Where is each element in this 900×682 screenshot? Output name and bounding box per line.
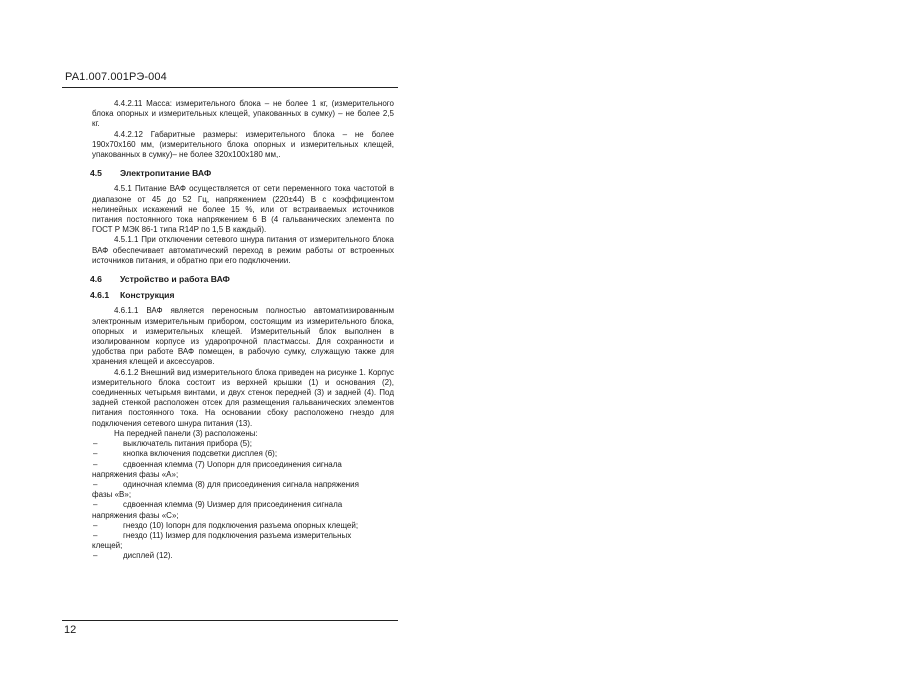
list-dash: – — [93, 479, 98, 489]
page-number: 12 — [64, 624, 77, 636]
paragraph-4-4-2-12: 4.4.2.12 Габаритные размеры: измерительного блока – не более 190х70х160 мм, (измерительного блока опорных и измерительных клещей, упакованных в сумку)– не более 320х100х180 мм,. — [92, 129, 394, 160]
page-body — [92, 99, 394, 562]
list-continuation: фазы «В»; — [92, 490, 132, 500]
heading-number: 4.5 — [90, 168, 102, 179]
list-item — [92, 531, 394, 541]
list-dash: – — [93, 520, 98, 530]
list-item — [92, 449, 394, 459]
list-dash: – — [93, 459, 98, 469]
list-text: гнездо (11) Iизмер для подключения разъема измерительных — [123, 530, 352, 540]
paragraph-4-6-1-2: 4.6.1.2 Внешний вид измерительного блока приведен на рисунке 1. Корпус измерительного блока состоит из верхней крышки (1) и основания (2), соединенных четырьмя винтами, и двух стенок передней (3) и задней (4). Под задней стенкой расположен отсек для размещения гальванических элементов питания постоянного тока. На основании сбоку расположено гнездо для подключения сетевого шнура питания (13). — [92, 367, 394, 428]
list-intro: На передней панели (3) расположены: — [114, 428, 258, 438]
heading-number: 4.6.1 — [90, 290, 110, 301]
document-code: РА1.007.001РЭ-004 — [65, 71, 167, 83]
list-continuation: клещей; — [92, 541, 123, 551]
list-item — [92, 521, 394, 531]
heading-4-6-1 — [92, 290, 394, 300]
list-continuation: напряжения фазы «С»; — [92, 510, 179, 520]
list-dash: – — [93, 530, 98, 540]
heading-title: Электропитание ВАФ — [120, 168, 212, 179]
heading-number: 4.6 — [90, 274, 102, 285]
paragraph-4-4-2-11: 4.4.2.11 Масса: измерительного блока – не более 1 кг, (измерительного блока опорных и измерительных клещей, упакованных в сумку) – не более 2,5 кг. — [92, 99, 394, 129]
heading-4-5 — [92, 168, 394, 178]
list-text: кнопка включения подсветки дисплея (6); — [123, 449, 278, 459]
paragraph-4-5-1-1: 4.5.1.1 При отключении сетевого шнура питания от измерительного блока ВАФ обеспечивает автоматический переход в режим работы от встроенных источников питания, и обратно при его подключении. — [92, 235, 394, 265]
heading-title: Устройство и работа ВАФ — [120, 274, 230, 285]
list-item — [92, 460, 394, 470]
heading-title: Конструкция — [120, 290, 175, 301]
list-item — [92, 500, 394, 510]
footer-rule — [62, 620, 398, 621]
list-item — [92, 480, 394, 490]
list-dash: – — [93, 551, 98, 561]
list-text: сдвоенная клемма (7) Uопорн для присоединения сигнала — [123, 459, 342, 469]
list-item — [92, 551, 394, 561]
list-dash: – — [93, 500, 98, 510]
header-rule — [62, 87, 398, 88]
list-text: сдвоенная клемма (9) Uизмер для присоединения сигнала — [123, 500, 343, 510]
list-text: выключатель питания прибора (5); — [123, 439, 253, 449]
list-text: дисплей (12). — [123, 551, 173, 561]
list-dash: – — [93, 449, 98, 459]
list-item — [92, 439, 394, 449]
list-text: гнездо (10) Iопорн для подключения разъема опорных клещей; — [123, 520, 359, 530]
list-text: одиночная клемма (8) для присоединения сигнала напряжения — [123, 479, 359, 489]
paragraph-4-5-1: 4.5.1 Питание ВАФ осуществляется от сети переменного тока частотой в диапазоне от 45 до 52 Гц, напряжением (220±44) В с коэффициентом нелинейных искажений не более 15 %, или от встраиваемых источников питания постоянного тока напряжением 6 В (4 гальванических элемента по ГОСТ Р МЭК 86-1 типа R14P по 1,5 В каждый). — [92, 184, 394, 235]
heading-4-6 — [92, 274, 394, 284]
paragraph-4-6-1-1: 4.6.1.1 ВАФ является переносным полностью автоматизированным электронным измерительным прибором, состоящим из измерительного блока, опорных и измерительных клещей. Измерительный блок выполнен в изолированном корпусе из ударопрочной пластмассы. Для сохранности и удобства при работе ВАФ помещен, в рабочую сумку, служащую также для хранения клещей и аксессуаров. — [92, 306, 394, 367]
list-continuation: напряжения фазы «А»; — [92, 469, 179, 479]
list-dash: – — [93, 439, 98, 449]
